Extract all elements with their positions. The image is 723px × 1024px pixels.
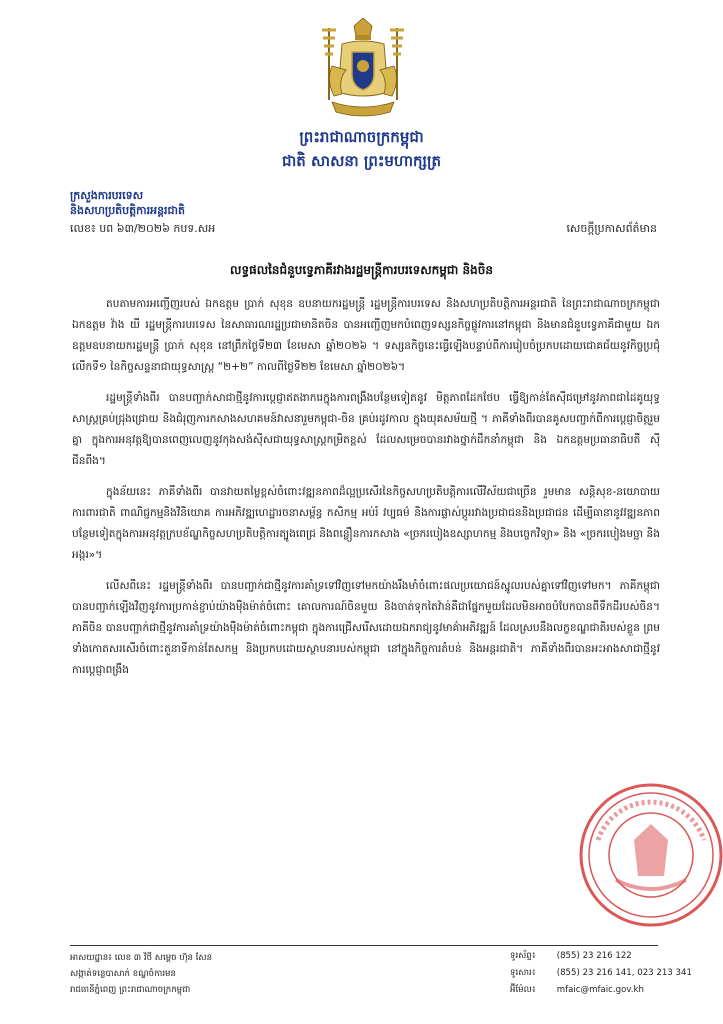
footer-divider [70,945,658,946]
document-title: លទ្ធផលនៃជំនួបទ្វេភាគីរវាងរដ្ឋមន្ត្រីការបរទេសកម្ពុជា និងចិន [230,263,493,277]
fax-label: ទូរសារ៖ [510,968,536,978]
ministry-name-line2: និងសហប្រតិបត្តិការអន្តរជាតិ [70,204,185,217]
address-line-1: អាសយដ្ឋាន៖ លេខ ៣ វិថី សម្តេច ហ៊ុន សែន [70,953,213,963]
ministry-official-seal-icon [576,780,723,930]
phone-value: (855) 23 216 122 [556,951,632,961]
paragraph-2: រដ្ឋមន្ត្រីទាំងពីរ បានបញ្ជាក់សាជាថ្មីនូវការប្តេជ្ញាឥតងាករេក្នុងការពង្រឹងបន្ថែមទៀតនូវ មិត្តភាពដែកថែប ធ្វើឱ្យកាន់តែស៊ីជម្រៅនូវភាពជាដៃគូយុទ្ធសាស្ត្រគ្រប់ជ្រុងជ្រោយ និងជំរុញការកសាងសហគមន៍វាសនារួមកម្ពុជា-ចិន គ្រប់រដូវកាល ក្នុងយុគសម័យថ្មី ។ ភាគីទាំងពីរបានគូសបញ្ជាក់ពីការប្តេជ្ញាចិត្តរួមគ្នា ក្នុងការអនុវត្តឱ្យបានពេញលេញនូវកុងសង់ស៊ីសជាយុទ្ធសាស្ត្រកម្រិតខ្ពស់ ដែលសម្រេចបានរវាងថ្នាក់ដឹកនាំកម្ពុជា និង ឯកឧត្តមប្រធានាធិបតី ស៊ី ជីនពីង។ [72,392,660,467]
paragraph-1: តបតាមការអញ្ជើញរបស់ ឯកឧត្តម ប្រាក់ សុខុន ឧបនាយករដ្ឋមន្ត្រី រដ្ឋមន្ត្រីការបរទេស និងសហប្រតិបត្តិការអន្តរជាតិ នៃព្រះរាជាណាចក្រកម្ពុជា ឯកឧត្តម វ៉ាង យី រដ្ឋមន្ត្រីការបរទេស នៃសាធារណរដ្ឋប្រជាមានិតចិន បានអញ្ជើញមកបំពេញទស្សនកិច្ចផ្លូវការនៅកម្ពុជា និងមានជំនួបទ្វេភាគីជាមួយ ឯកឧត្តមឧបនាយករដ្ឋមន្ត្រី ប្រាក់ សុខុន នៅព្រឹកថ្ងៃទី២៣ ខែមេសា ឆ្នាំ២០២៦ ។ ទស្សនកិច្ចនេះធ្វើឡើងបន្ទាប់ពីការរៀបចំប្រកបដោយជោគជ័យនូវកិច្ចប្រជុំលើកទី១ នៃកិច្ចសន្ទនាជាយុទ្ធសាស្ត្រ “២+២” កាលពីថ្ងៃទី២២ ខែមេសា ឆ្នាំ២០២៦។ [72,298,660,373]
national-motto: ជាតិ សាសនា ព្រះមហាក្សត្រ [282,152,441,170]
footer-contacts [510,948,692,999]
royal-coat-of-arms-icon [318,18,408,122]
address-line-2: សង្កាត់ទន្លេបាសាក់ ខណ្ឌចំការមន [70,969,176,979]
phone-row [510,948,692,965]
email-value: mfaic@mfaic.gov.kh [556,985,644,995]
paragraph-4: លើសពីនេះ រដ្ឋមន្ត្រីទាំងពីរ បានបញ្ជាក់ជាថ្មីនូវការគាំទ្រទៅវិញទៅមកយ៉ាងរឹងមាំចំពោះផលប្រយោជន៍ស្នូលរបស់គ្នាទៅវិញទៅមក។ ភាគីកម្ពុជា បានបញ្ជាក់ឡើងវិញនូវការប្រកាន់ខ្ជាប់យ៉ាងម៉ឺងម៉ាត់ចំពោះ គោលការណ៍ចិនមួយ និងចាត់ទុកតៃវ៉ាន់គឺជាផ្នែកមួយដែលមិនអាចបំបែកបានពីទឹកដីរបស់ចិន។ ភាគីចិន បានបញ្ជាក់ជាថ្មីនូវការគាំទ្រយ៉ាងម៉ឺងម៉ាត់ចំពោះកម្ពុជា ក្នុងការជ្រើសរើសដោយឯករាជ្យនូវមាគ៌ាអភិវឌ្ឍន៍ ដែលស្របនឹងលក្ខខណ្ឌជាតិរបស់ខ្លួន ព្រមទាំងកោតសរសើរចំពោះតួនាទីកាន់តែសកម្ម និងប្រកបដោយស្ថាបនារបស់កម្ពុជា នៅក្នុងកិច្ចការតំបន់ និងអន្តរជាតិ។ ភាគីទាំងពីរបានអះអាងសាជាថ្មីនូវការប្តេជ្ញាពង្រឹង [72,580,660,676]
email-label: អ៊ីម៉ែល៖ [510,985,536,995]
fax-value: (855) 23 216 141, 023 213 341 [556,968,692,978]
address-line-3: រាជធានីភ្នំពេញ ព្រះរាជាណាចក្រកម្ពុជា [70,985,191,995]
reference-number: លេខ៖ បព ៦៣/២០២៦ កបទ.សអ [70,222,216,235]
footer-address [70,950,212,998]
ministry-name-line1: ក្រសួងការបរទេស [70,189,144,202]
kingdom-name: ព្រះរាជាណាចក្រកម្ពុជា [299,128,424,146]
document-type: សេចក្តីប្រកាសព័ត៌មាន [566,222,657,235]
paragraph-3: ក្នុងន័យនេះ ភាគីទាំងពីរ បានវាយតម្លៃខ្ពស់ចំពោះវឌ្ឍនភាពដ៏ល្អប្រសើរនៃកិច្ចសហប្រតិបត្តិការលើវិស័យជាច្រើន រួមមាន សន្តិសុខ-នយោបាយ ការពារជាតិ ពាណិជ្ជកម្មនិងវិនិយោគ ការអភិវឌ្ឍហេដ្ឋារចនាសម្ព័ន្ធ កសិកម្ម អប់រំ វប្បធម៌ និងការផ្លាស់ប្តូររវាងប្រជាជននិងប្រជាជន ដើម្បីធានានូវវឌ្ឍនភាពបន្ថែមទៀតក្នុងការអនុវត្តក្របខ័ណ្ឌកិច្ចសហប្រតិបត្តិការត្បូងពេជ្រ និងពន្លឿនការកសាង «ច្រករបៀងឧស្សាហកម្ម និងបច្ចេកវិទ្យា» និង «ច្រករបៀងមច្ឆា និងអង្ករ»។ [72,486,660,561]
body-text [72,294,660,691]
email-row [510,982,692,999]
fax-row [510,965,692,982]
phone-label: ទូរស័ព្ទ៖ [510,951,536,961]
